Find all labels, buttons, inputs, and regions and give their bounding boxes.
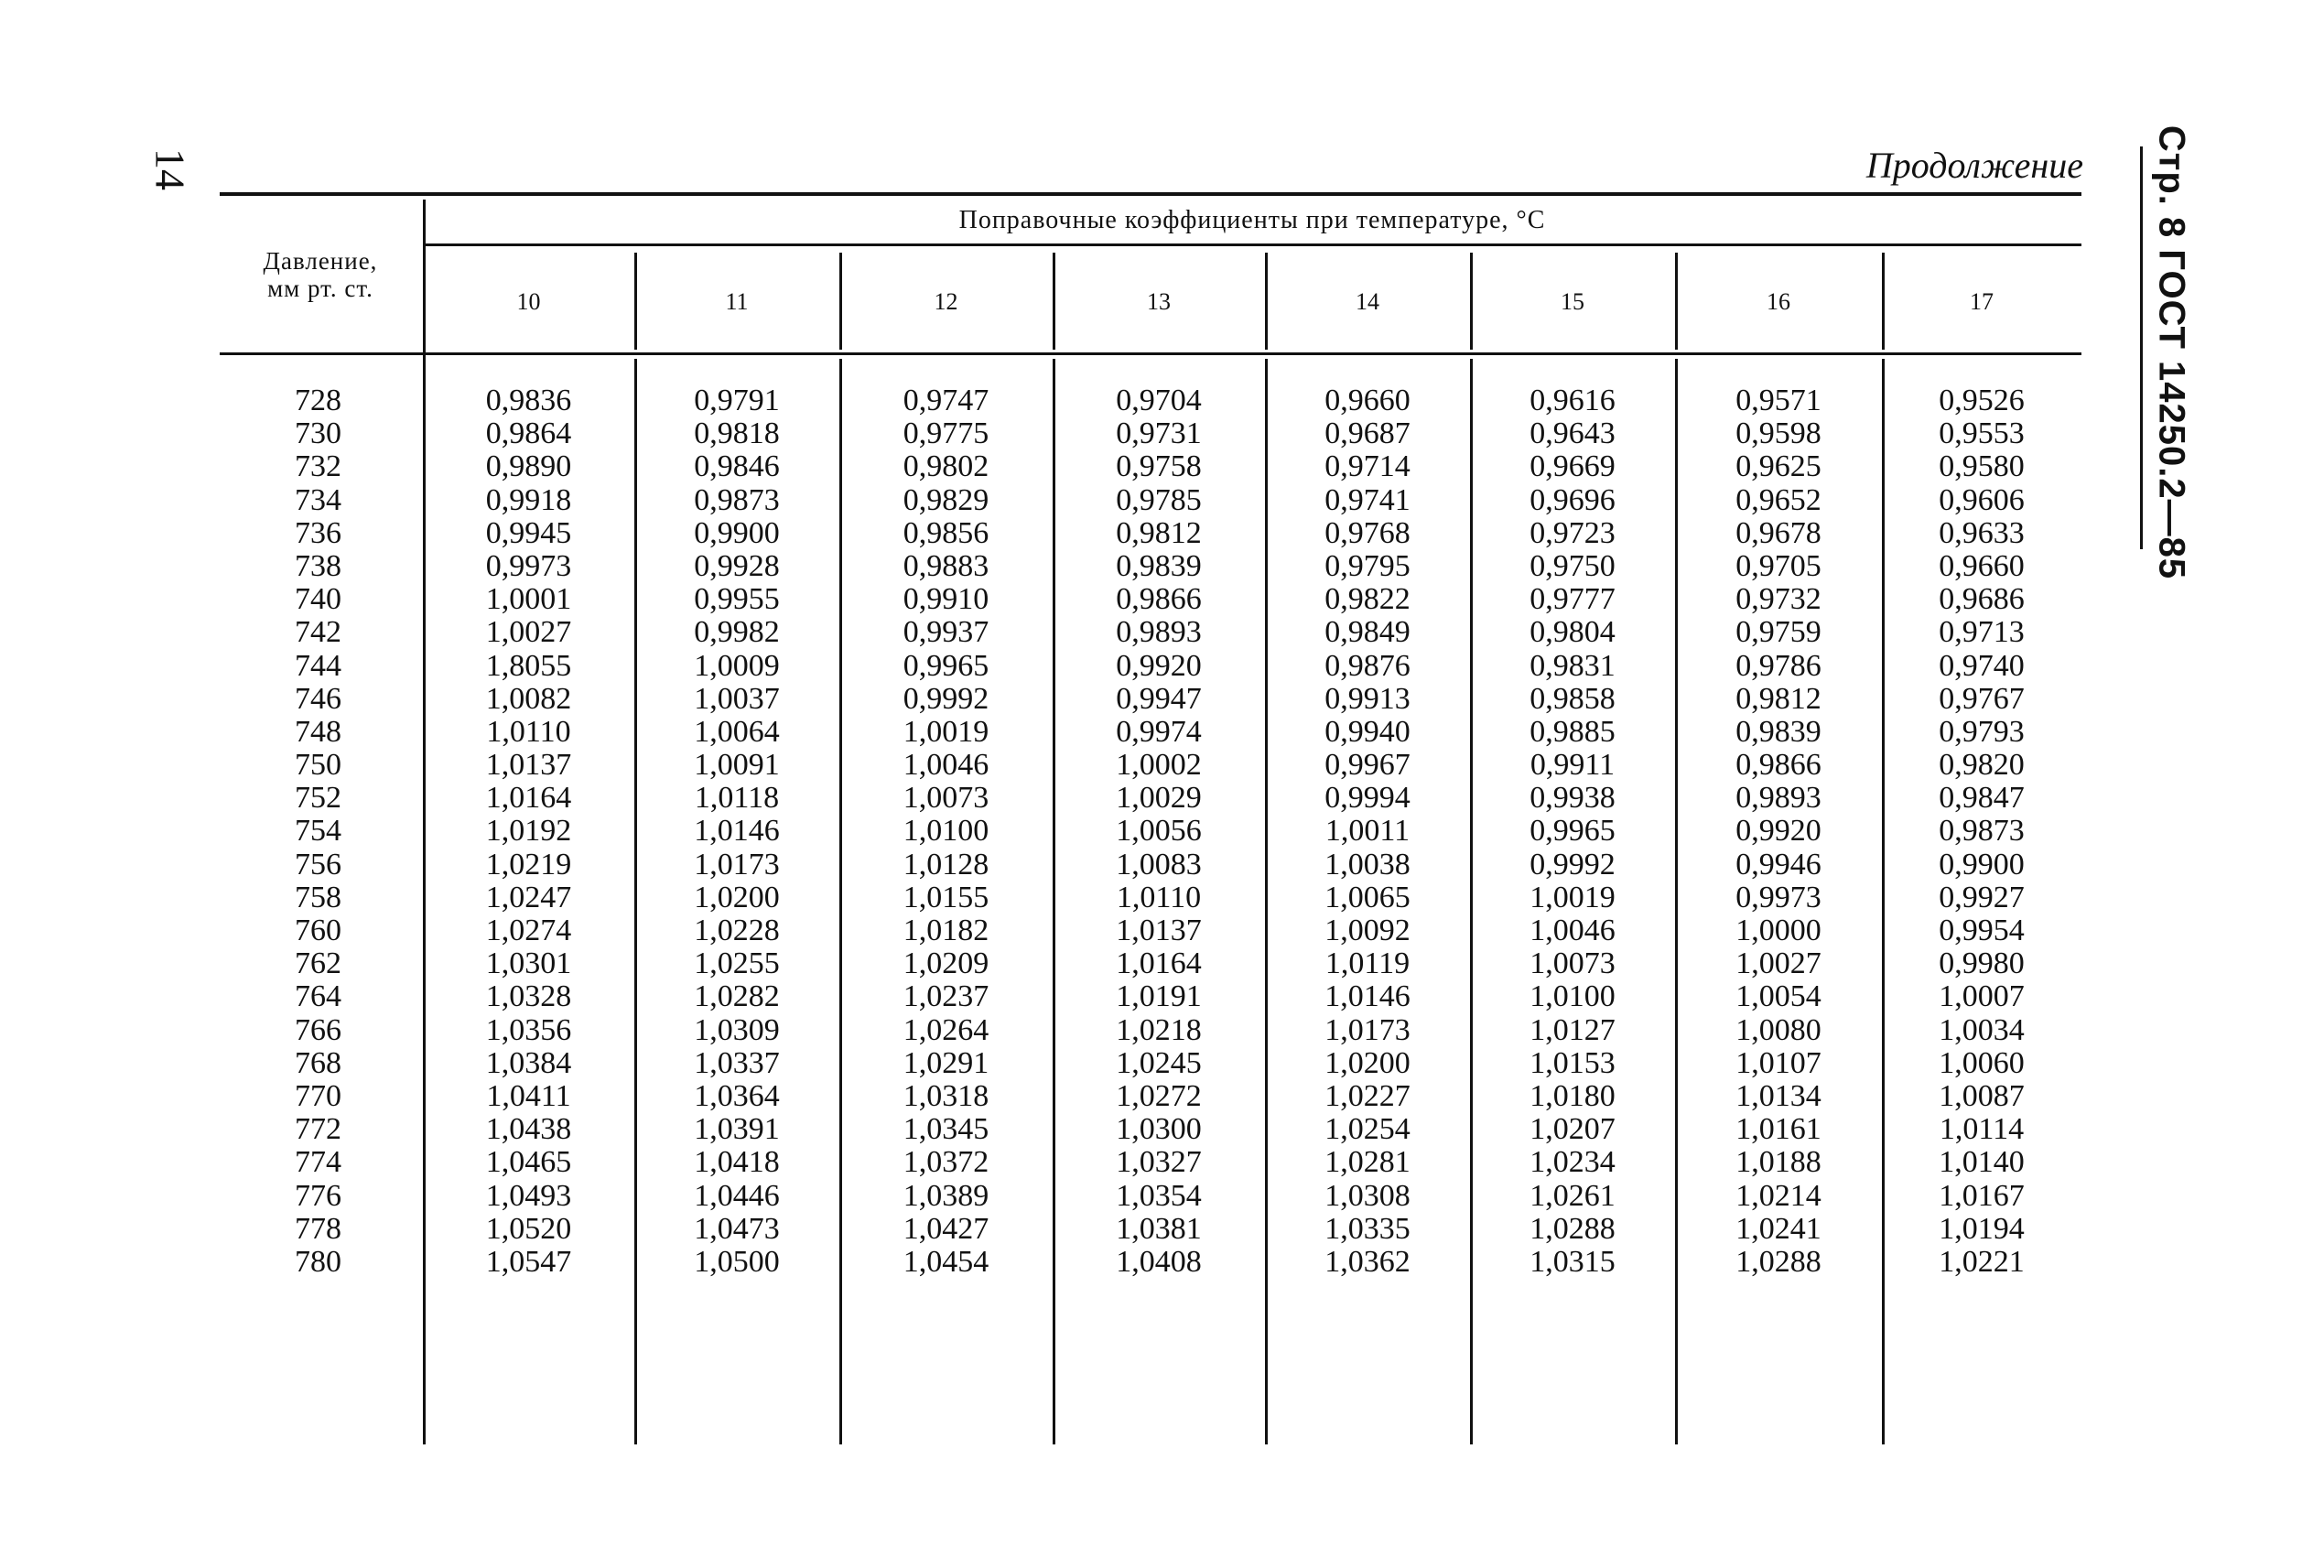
coefficient-cell: 0,9994 (1324, 781, 1411, 816)
coefficient-cell: 1,0092 (1324, 914, 1411, 947)
coefficient-cell: 1,0427 (903, 1211, 989, 1246)
coefficient-cell: 1,0309 (694, 1012, 780, 1047)
pressure-cell: 744 (295, 648, 341, 683)
coefficient-cell: 1,0255 (694, 946, 780, 981)
coefficient-cell: 0,9660 (1939, 548, 2025, 583)
coefficient-cell: 1,0164 (1116, 946, 1202, 981)
temperature-header: 13 (1147, 288, 1171, 315)
coefficient-cell: 0,9705 (1735, 548, 1821, 583)
coefficient-cell: 1,0547 (485, 1244, 572, 1279)
pressure-cell: 768 (295, 1045, 341, 1080)
coefficient-cell: 0,9873 (1939, 814, 2025, 849)
coefficient-cell: 0,9643 (1530, 416, 1616, 451)
coefficient-cell: 0,9791 (694, 384, 780, 417)
coefficient-cell: 1,0214 (1735, 1178, 1821, 1213)
coefficient-cell: 1,0381 (1116, 1211, 1202, 1246)
temperature-group-header: Поправочные коэффициенты при температуре, °С (958, 206, 1546, 234)
coefficient-cell: 1,0137 (1116, 914, 1202, 947)
coefficient-cell: 0,9759 (1735, 615, 1821, 650)
coefficient-cell: 1,0408 (1116, 1244, 1202, 1279)
coefficient-cell: 0,9696 (1530, 482, 1616, 517)
coefficient-cell: 1,0473 (694, 1211, 780, 1246)
temperature-header: 10 (516, 288, 541, 315)
coefficient-cell: 0,9606 (1939, 482, 2025, 517)
coefficient-cell: 0,9911 (1530, 748, 1616, 783)
coefficient-cell: 0,9856 (903, 515, 989, 550)
coefficient-cell: 1,0372 (903, 1145, 989, 1180)
coefficient-cell: 0,9883 (903, 548, 989, 583)
coefficient-cell: 1,0119 (1324, 946, 1411, 981)
coefficient-cell: 0,9955 (694, 582, 780, 617)
coefficient-cell: 0,9704 (1116, 384, 1202, 417)
coefficient-cell: 1,0391 (694, 1112, 780, 1147)
correction-table (220, 192, 2081, 1446)
pressure-cell: 760 (295, 914, 341, 947)
coefficient-cell: 0,9900 (1939, 847, 2025, 881)
table-row (220, 650, 2081, 683)
coefficient-cell: 1,0356 (485, 1012, 572, 1047)
coefficient-cell: 1,0362 (1324, 1244, 1411, 1279)
standard-reference: Стр. 8 ГОСТ 14250.2—85 (2151, 124, 2192, 580)
coefficient-cell: 1,0345 (903, 1112, 989, 1147)
pressure-cell: 770 (295, 1078, 341, 1113)
coefficient-cell: 0,9982 (694, 615, 780, 650)
coefficient-cell: 0,9839 (1735, 714, 1821, 749)
table-row (220, 1246, 2081, 1279)
pressure-header-line-2: мм рт. ст. (267, 275, 373, 302)
coefficient-cell: 1,0318 (903, 1078, 989, 1113)
coefficient-cell: 0,9893 (1116, 615, 1202, 650)
coefficient-cell: 0,9876 (1324, 648, 1411, 683)
coefficient-cell: 0,9973 (1735, 880, 1821, 914)
table-row (220, 616, 2081, 649)
table-row (220, 815, 2081, 848)
pressure-cell: 736 (295, 515, 341, 550)
coefficient-cell: 1,0241 (1735, 1211, 1821, 1246)
pressure-header-line-1: Давление, (263, 247, 378, 275)
coefficient-cell: 1,0064 (694, 714, 780, 749)
coefficient-cell: 0,9633 (1939, 515, 2025, 550)
coefficient-cell: 0,9660 (1324, 384, 1411, 417)
coefficient-cell: 1,0146 (694, 814, 780, 849)
coefficient-cell: 1,0110 (486, 714, 571, 749)
coefficient-cell: 1,0234 (1530, 1145, 1616, 1180)
pressure-cell: 762 (295, 946, 341, 981)
coefficient-cell: 0,9678 (1735, 515, 1821, 550)
table-row (220, 1080, 2081, 1113)
coefficient-cell: 1,0046 (1530, 914, 1616, 947)
coefficient-cell: 0,9750 (1530, 548, 1616, 583)
coefficient-cell: 0,9836 (485, 384, 572, 417)
coefficient-cell: 0,9732 (1735, 582, 1821, 617)
pressure-cell: 774 (295, 1145, 341, 1180)
coefficient-cell: 1,0019 (903, 714, 989, 749)
pressure-cell: 778 (295, 1211, 341, 1246)
coefficient-cell: 1,0011 (1324, 814, 1411, 849)
coefficient-cell: 1,0228 (694, 914, 780, 947)
coefficient-cell: 1,0288 (1530, 1211, 1616, 1246)
coefficient-cell: 0,9947 (1116, 681, 1202, 716)
coefficient-cell: 1,0411 (486, 1078, 571, 1113)
coefficient-cell: 1,0245 (1116, 1045, 1202, 1080)
coefficient-cell: 0,9858 (1530, 681, 1616, 716)
coefficient-cell: 1,0315 (1530, 1244, 1616, 1279)
table-row (220, 914, 2081, 947)
coefficient-cell: 1,0207 (1530, 1112, 1616, 1147)
coefficient-cell: 1,0065 (1324, 880, 1411, 914)
table-row (220, 881, 2081, 914)
coefficient-cell: 1,0137 (485, 748, 572, 783)
coefficient-cell: 0,9992 (1530, 847, 1616, 881)
coefficient-cell: 1,0009 (694, 648, 780, 683)
coefficient-cell: 0,9831 (1530, 648, 1616, 683)
coefficient-cell: 1,0118 (694, 781, 780, 816)
coefficient-cell: 1,0110 (1116, 880, 1202, 914)
coefficient-cell: 0,9940 (1324, 714, 1411, 749)
coefficient-cell: 1,0384 (485, 1045, 572, 1080)
coefficient-cell: 0,9866 (1116, 582, 1202, 617)
coefficient-cell: 1,0027 (485, 615, 572, 650)
coefficient-cell: 1,0438 (485, 1112, 572, 1147)
coefficient-cell: 0,9687 (1324, 416, 1411, 451)
coefficient-cell: 0,9974 (1116, 714, 1202, 749)
coefficient-cell: 0,9669 (1530, 449, 1616, 484)
coefficient-cell: 1,0300 (1116, 1112, 1202, 1147)
coefficient-cell: 0,9846 (694, 449, 780, 484)
coefficient-cell: 1,0328 (485, 979, 572, 1014)
coefficient-cell: 1,0192 (485, 814, 572, 849)
coefficient-cell: 1,0100 (903, 814, 989, 849)
coefficient-cell: 1,0128 (903, 847, 989, 881)
pressure-cell: 742 (295, 615, 341, 650)
side-reference-rule (2140, 146, 2143, 549)
coefficient-cell: 1,0188 (1735, 1145, 1821, 1180)
table-row (220, 517, 2081, 550)
coefficient-cell: 1,0200 (1324, 1045, 1411, 1080)
coefficient-cell: 1,0327 (1116, 1145, 1202, 1180)
coefficient-cell: 1,0446 (694, 1178, 780, 1213)
pressure-cell: 750 (295, 748, 341, 783)
coefficient-cell: 0,9918 (485, 482, 572, 517)
coefficient-cell: 0,9849 (1324, 615, 1411, 650)
coefficient-cell: 0,9890 (485, 449, 572, 484)
coefficient-cell: 1,0291 (903, 1045, 989, 1080)
coefficient-cell: 0,9802 (903, 449, 989, 484)
table-row (220, 450, 2081, 483)
coefficient-cell: 1,0418 (694, 1145, 780, 1180)
coefficient-cell: 1,0191 (1116, 979, 1202, 1014)
coefficient-cell: 0,9818 (694, 416, 780, 451)
pressure-cell: 746 (295, 681, 341, 716)
coefficient-cell: 0,9937 (903, 615, 989, 650)
pressure-cell: 728 (295, 384, 341, 417)
coefficient-cell: 1,0194 (1939, 1211, 2025, 1246)
coefficient-cell: 0,9812 (1116, 515, 1202, 550)
coefficient-cell: 1,0038 (1324, 847, 1411, 881)
coefficient-cell: 1,0219 (485, 847, 572, 881)
coefficient-cell: 1,0073 (903, 781, 989, 816)
coefficient-cell: 1,0520 (485, 1211, 572, 1246)
coefficient-cell: 0,9873 (694, 482, 780, 517)
coefficient-cell: 1,0153 (1530, 1045, 1616, 1080)
coefficient-cell: 0,9812 (1735, 681, 1821, 716)
coefficient-cell: 1,0167 (1939, 1178, 2025, 1213)
coefficient-cell: 1,0335 (1324, 1211, 1411, 1246)
coefficient-cell: 1,0046 (903, 748, 989, 783)
coefficient-cell: 1,0007 (1939, 979, 2025, 1014)
coefficient-cell: 0,9785 (1116, 482, 1202, 517)
table-row (220, 1113, 2081, 1146)
coefficient-cell: 1,0161 (1735, 1112, 1821, 1147)
temperature-header: 15 (1561, 288, 1584, 315)
table-row (220, 716, 2081, 749)
pressure-cell: 752 (295, 781, 341, 816)
coefficient-cell: 0,9910 (903, 582, 989, 617)
table-row (220, 384, 2081, 417)
coefficient-cell: 0,9927 (1939, 880, 2025, 914)
pressure-cell: 740 (295, 582, 341, 617)
coefficient-cell: 0,9822 (1324, 582, 1411, 617)
coefficient-cell: 0,9864 (485, 416, 572, 451)
table-row (220, 1146, 2081, 1179)
coefficient-cell: 0,9652 (1735, 482, 1821, 517)
coefficient-cell: 0,9686 (1939, 582, 2025, 617)
coefficient-cell: 0,9580 (1939, 449, 2025, 484)
coefficient-cell: 1,0227 (1324, 1078, 1411, 1113)
coefficient-cell: 1,0337 (694, 1045, 780, 1080)
pressure-header (220, 247, 421, 302)
pressure-cell: 730 (295, 416, 341, 451)
coefficient-cell: 1,0056 (1116, 814, 1202, 849)
coefficient-cell: 1,0261 (1530, 1178, 1616, 1213)
coefficient-cell: 1,0140 (1939, 1145, 2025, 1180)
coefficient-cell: 1,0288 (1735, 1244, 1821, 1279)
temperature-header: 16 (1767, 288, 1790, 315)
table-row (220, 1213, 2081, 1246)
table-row (220, 1180, 2081, 1213)
coefficient-cell: 0,9920 (1116, 648, 1202, 683)
coefficient-cell: 0,9920 (1735, 814, 1821, 849)
header-bottom-rule (220, 352, 2081, 355)
table-row (220, 749, 2081, 782)
coefficient-cell: 1,0002 (1116, 748, 1202, 783)
coefficient-cell: 1,0282 (694, 979, 780, 1014)
coefficient-cell: 1,0001 (485, 582, 572, 617)
coefficient-cell: 0,9839 (1116, 548, 1202, 583)
coefficient-cell: 0,9747 (903, 384, 989, 417)
pressure-cell: 734 (295, 482, 341, 517)
table-row (220, 484, 2081, 517)
table-row (220, 980, 2081, 1013)
temperature-header: 17 (1970, 288, 1994, 315)
coefficient-cell: 1,0221 (1939, 1244, 2025, 1279)
coefficient-cell: 0,9973 (485, 548, 572, 583)
coefficient-cell: 1,0264 (903, 1012, 989, 1047)
coefficient-cell: 0,9820 (1939, 748, 2025, 783)
coefficient-cell: 1,0173 (694, 847, 780, 881)
coefficient-cell: 1,0465 (485, 1145, 572, 1180)
table-row (220, 1014, 2081, 1047)
coefficient-cell: 1,0034 (1939, 1012, 2025, 1047)
coefficient-cell: 1,0114 (1939, 1112, 2025, 1147)
coefficient-cell: 0,9954 (1939, 914, 2025, 947)
coefficient-cell: 1,0493 (485, 1178, 572, 1213)
coefficient-cell: 1,0454 (903, 1244, 989, 1279)
coefficient-cell: 1,0500 (694, 1244, 780, 1279)
coefficient-cell: 1,0127 (1530, 1012, 1616, 1047)
table-row (220, 583, 2081, 616)
coefficient-cell: 0,9740 (1939, 648, 2025, 683)
coefficient-cell: 1,0237 (903, 979, 989, 1014)
coefficient-cell: 1,0281 (1324, 1145, 1411, 1180)
group-header-rule (423, 243, 2081, 246)
coefficient-cell: 0,9829 (903, 482, 989, 517)
coefficient-cell: 0,9553 (1939, 416, 2025, 451)
pressure-cell: 738 (295, 548, 341, 583)
pressure-cell: 754 (295, 814, 341, 849)
coefficient-cell: 1,0082 (485, 681, 572, 716)
coefficient-cell: 0,9900 (694, 515, 780, 550)
coefficient-cell: 0,9795 (1324, 548, 1411, 583)
pressure-cell: 764 (295, 979, 341, 1014)
coefficient-cell: 1,0029 (1116, 781, 1202, 816)
coefficient-cell: 0,9777 (1530, 582, 1616, 617)
page-number: 14 (146, 148, 194, 190)
coefficient-cell: 0,9616 (1530, 384, 1616, 417)
coefficient-cell: 1,0301 (485, 946, 572, 981)
pressure-cell: 748 (295, 714, 341, 749)
coefficient-cell: 1,0164 (485, 781, 572, 816)
coefficient-cell: 1,0037 (694, 681, 780, 716)
coefficient-cell: 0,9885 (1530, 714, 1616, 749)
coefficient-cell: 1,0354 (1116, 1178, 1202, 1213)
coefficient-cell: 1,0100 (1530, 979, 1616, 1014)
coefficient-cell: 0,9980 (1939, 946, 2025, 981)
coefficient-cell: 1,0389 (903, 1178, 989, 1213)
coefficient-cell: 0,9866 (1735, 748, 1821, 783)
pressure-cell: 766 (295, 1012, 341, 1047)
table-body (220, 384, 2081, 1279)
coefficient-cell: 1,0182 (903, 914, 989, 947)
coefficient-cell: 0,9758 (1116, 449, 1202, 484)
coefficient-cell: 1,0180 (1530, 1078, 1616, 1113)
pressure-cell: 772 (295, 1112, 341, 1147)
coefficient-cell: 0,9741 (1324, 482, 1411, 517)
coefficient-cell: 0,9571 (1735, 384, 1821, 417)
pressure-cell: 758 (295, 880, 341, 914)
coefficient-cell: 1,0247 (485, 880, 572, 914)
coefficient-cell: 1,0200 (694, 880, 780, 914)
coefficient-cell: 1,0272 (1116, 1078, 1202, 1113)
coefficient-cell: 1,0080 (1735, 1012, 1821, 1047)
table-row (220, 417, 2081, 450)
coefficient-cell: 1,0364 (694, 1078, 780, 1113)
coefficient-cell: 0,9965 (903, 648, 989, 683)
pressure-cell: 776 (295, 1178, 341, 1213)
coefficient-cell: 0,9526 (1939, 384, 2025, 417)
coefficient-cell: 0,9768 (1324, 515, 1411, 550)
coefficient-cell: 1,0254 (1324, 1112, 1411, 1147)
table-top-rule (220, 192, 2081, 196)
table-row (220, 782, 2081, 815)
coefficient-cell: 1,0091 (694, 748, 780, 783)
temperature-header: 14 (1356, 288, 1379, 315)
coefficient-cell: 0,9804 (1530, 615, 1616, 650)
coefficient-cell: 1,0146 (1324, 979, 1411, 1014)
coefficient-cell: 0,9946 (1735, 847, 1821, 881)
coefficient-cell: 0,9714 (1324, 449, 1411, 484)
coefficient-cell: 0,9928 (694, 548, 780, 583)
table-row (220, 849, 2081, 881)
table-row (220, 550, 2081, 583)
coefficient-cell: 0,9913 (1324, 681, 1411, 716)
coefficient-cell: 0,9731 (1116, 416, 1202, 451)
coefficient-cell: 0,9793 (1939, 714, 2025, 749)
pressure-cell: 732 (295, 449, 341, 484)
coefficient-cell: 1,0134 (1735, 1078, 1821, 1113)
coefficient-cell: 0,9625 (1735, 449, 1821, 484)
coefficient-cell: 0,9992 (903, 681, 989, 716)
coefficient-cell: 1,0308 (1324, 1178, 1411, 1213)
coefficient-cell: 1,0107 (1735, 1045, 1821, 1080)
pressure-cell: 780 (295, 1244, 341, 1279)
coefficient-cell: 0,9938 (1530, 781, 1616, 816)
coefficient-cell: 0,9598 (1735, 416, 1821, 451)
coefficient-cell: 1,0000 (1735, 914, 1821, 947)
coefficient-cell: 0,9775 (903, 416, 989, 451)
table-row (220, 1047, 2081, 1080)
table-row (220, 683, 2081, 716)
coefficient-cell: 0,9767 (1939, 681, 2025, 716)
coefficient-cell: 1,0083 (1116, 847, 1202, 881)
coefficient-cell: 1,0173 (1324, 1012, 1411, 1047)
coefficient-cell: 1,0218 (1116, 1012, 1202, 1047)
pressure-cell: 756 (295, 847, 341, 881)
coefficient-cell: 0,9945 (485, 515, 572, 550)
temperature-header: 11 (725, 288, 749, 315)
coefficient-cell: 1,0019 (1530, 880, 1616, 914)
coefficient-cell: 1,8055 (485, 648, 572, 683)
temperature-header: 12 (934, 288, 958, 315)
coefficient-cell: 0,9967 (1324, 748, 1411, 783)
coefficient-cell: 1,0054 (1735, 979, 1821, 1014)
coefficient-cell: 1,0209 (903, 946, 989, 981)
coefficient-cell: 1,0060 (1939, 1045, 2025, 1080)
coefficient-cell: 1,0155 (903, 880, 989, 914)
coefficient-cell: 1,0027 (1735, 946, 1821, 981)
coefficient-cell: 1,0073 (1530, 946, 1616, 981)
coefficient-cell: 0,9723 (1530, 515, 1616, 550)
coefficient-cell: 1,0274 (485, 914, 572, 947)
coefficient-cell: 0,9713 (1939, 615, 2025, 650)
table-row (220, 947, 2081, 980)
coefficient-cell: 0,9965 (1530, 814, 1616, 849)
coefficient-cell: 0,9893 (1735, 781, 1821, 816)
coefficient-cell: 1,0087 (1939, 1078, 2025, 1113)
coefficient-cell: 0,9786 (1735, 648, 1821, 683)
continuation-label: Продолжение (1865, 145, 2083, 186)
coefficient-cell: 0,9847 (1939, 781, 2025, 816)
